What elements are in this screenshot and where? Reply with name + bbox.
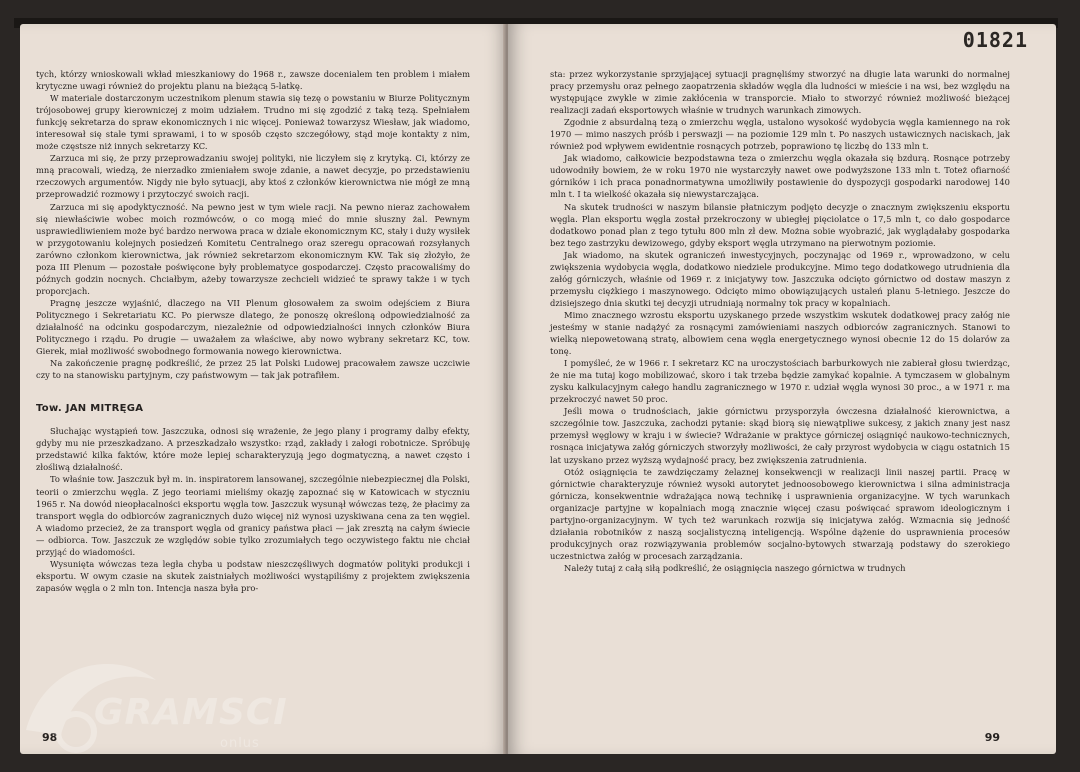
paragraph: W materiale dostarczonym uczestnikom plenum stawia się tezę o powstaniu w Biurze Politycznym trójosobowej grupy kierowniczej z moim udziałem. Trudno mi się zgodzić z taką tezą. Spełniałem funkcję sekretarza do spraw ekonomicznych i nic więcej. Ponieważ towarzysz Wiesław, jak wiadomo, interesował się stale tymi sprawami, i to w sposób często szczegółowy, stąd moje kontakty z nim, może częstsze niż innych sekretarzy KC.	[36, 93, 470, 152]
paragraph: Zgodnie z absurdalną tezą o zmierzchu węgla, ustalono wysokość wydobycia węgla kamiennego na rok 1970 — mimo naszych próśb i perswazji — na poziomie 129 mln t. Po naszych ustawicznych naciskach, jak również pod wpływem ewidentnie rosnących potrzeb, poprawiono tę liczbę do 133 mln t.	[550, 117, 1010, 152]
left-page	[20, 24, 508, 754]
paragraph: I pomyśleć, że w 1966 r. I sekretarz KC na uroczystościach barburkowych nie zabierał głosu twierdząc, że nie ma tutaj kogo mobilizować, skoro i tak trzeba będzie zamykać kopalnie. A tymczasem w globalnym zysku kalkulacyjnym całego handlu zagranicznego w 1970 r. udział węgla wynosi 30 proc., a w 1971 r. ma przekroczyć nawet 50 proc.	[550, 358, 1010, 405]
paragraph: Pragnę jeszcze wyjaśnić, dlaczego na VII Plenum głosowałem za swoim odejściem z Biura Politycznego i Sekretariatu KC. Po pierwsze dlatego, że ponoszę określoną odpowiedzialność za działalność na odcinku gospodarczym, niezależnie od odpowiedzialności innych członków Biura Politycznego i rządu. Po drugie — uważałem za właściwe, aby nowo wybrany sekretarz KC, tow. Gierek, miał możliwość swobodnego formowania nowego kierownictwa.	[36, 297, 470, 357]
paragraph: Zarzuca mi się, że przy przeprowadzaniu swojej polityki, nie liczyłem się z krytyką. Ci, którzy ze mną pracowali, wiedzą, że nierzadko zmieniałem swoje zdanie, a nawet decyzje, po przedstawieniu rzeczowych argumentów. Nigdy nie było sytuacji, aby ktoś z członków kierownictwa nie mógł ze mną przeprowadzić rozmowy i przytoczyć swoich racji.	[36, 153, 470, 200]
paragraph: Słuchając wystąpień tow. Jaszczuka, odnosi się wrażenie, że jego plany i programy dalby efekty, gdyby mu nie przeszkadzano. A przeszkadzało wszystko: rząd, zakłady i załogi robotnicze. Spróbuję przedstawić kilka faktów, które może lepiej scharakteryzują jego dogmatyczną, a nawet często i złośliwą działalność.	[36, 426, 470, 473]
speaker-heading: Tow. JAN MITRĘGA	[36, 403, 144, 415]
watermark-text: GRAMSCI	[94, 692, 288, 733]
paragraph: Mimo znacznego wzrostu eksportu uzyskanego przede wszystkim wskutek dodatkowej pracy załóg nie jesteśmy w stanie nadążyć za rosnącymi zamówieniami naszych odbiorców zagranicznych. Stanowi to wielką niepowetowaną stratę, albowiem cena węgla energetycznego wynosi obecnie 12 do 15 dolarów za tonę.	[550, 309, 1010, 357]
paragraph: Jeśli mowa o trudnościach, jakie górnictwu przysporzyła ówczesna działalność kierownictwa, a szczególnie tow. Jaszczuka, zachodzi pytanie: skąd biorą się niewątpliwe sukcesy, z jakich znany jest nasz przemysł węglowy w kraju i w świecie? Wdrażanie w praktyce górniczej osiągnięć naukowo-technicznych, rosnąca inicjatywa załóg górniczych stworzyły możliwości, że cały przyrost wydobycia w ciągu ostatnich 15 lat uzyskano przez wyższą wydajność pracy, bez zwiększenia zatrudnienia.	[550, 406, 1010, 465]
paragraph: sta: przez wykorzystanie sprzyjającej sytuacji pragnęliśmy stworzyć na długie lata warunki do normalnej pracy przemysłu oraz pełnego zaopatrzenia składów węgla dla ludności w mieście i na wsi, bez względu na występujące zwykle w zimie zakłócenia w transporcie. Miało to stworzyć również możliwość bieżącej realizacji zadań eksportowych właśnie w trudnych warunkach zimowych.	[550, 69, 1010, 116]
page-number-left: 98	[42, 731, 58, 744]
paragraph: Należy tutaj z całą siłą podkreślić, że osiągnięcia naszego górnictwa w trudnych	[564, 562, 906, 573]
paragraph: Jak wiadomo, całkowicie bezpodstawna teza o zmierzchu węgla okazała się bzdurą. Rosnące potrzeby udowodniły bowiem, że w roku 1970 nie wystarczyły nawet owe podwyższone 133 mln t. Toteż ofiarność górników i ich praca ponadnormatywna umożliwiły postawienie do dyspozycji gospodarki narodowej 140 mln t. I ta wielkość okazała się niewystarczająca.	[550, 153, 1010, 200]
paragraph: Zarzuca mi się apodyktyczność. Na pewno jest w tym wiele racji. Na pewno nieraz zachowałem się niewłaściwie wobec moich rozmówców, o co mogą mieć do mnie słuszny żal. Pewnym usprawiedliwieniem może być bardzo nerwowa praca w dziale ekonomicznym KC, stały i duży wysiłek w przygotowaniu kolejnych posiedzeń Komitetu Centralnego oraz szeregu opracowań rozsyłanych zarówno członkom kierownictwa, jak również sekretarzom ekonomicznym KW. Tak się złożyło, że poza III Plenum — pozostałe poświęcone były problematyce gospodarczej. Często pracowaliśmy do późnych godzin nocnych. Chciałbym, ażeby towarzysze zechcieli widzieć te sprawy także i w tych proporcjach.	[36, 201, 470, 296]
right-page-text	[550, 68, 1010, 574]
page-number-right: 99	[984, 731, 1000, 744]
paragraph: Jak wiadomo, na skutek ograniczeń inwestycyjnych, poczynając od 1969 r., wprowadzono, w celu zwiększenia wydobycia węgla, dodatkowo niedziele produkcyjne. Mimo tego dodatkowego utrudnienia dla załóg górniczych, właśnie od 1969 r. z inicjatywy tow. Jaszczuka odcięto górnictwo od dostaw maszyn z przemysłu ciężkiego i maszynowego. Odcięto mimo obowiązujących ustaleń planu 5-letniego. Jeszcze do dzisiejszego dnia skutki tej decyzji utrudniają normalny tok pracy w kopalniach.	[550, 249, 1010, 308]
paragraph: Na zakończenie pragnę podkreślić, że przez 25 lat Polski Ludowej pracowałem zawsze uczciwie czy to na stanowisku partyjnym, czy państwowym — tak jak potrafiłem.	[36, 358, 470, 381]
paragraph: Wysunięta wówczas teza legła chyba u podstaw nieszczęśliwych dogmatów polityki produkcji i eksportu. W owym czasie na skutek zaistniałych możliwości wystąpiliśmy z projektem zwiększenia zapasów węgla o 2 mln ton. Intencja nasza była pro-	[36, 558, 470, 593]
paragraph: Na skutek trudności w naszym bilansie płatniczym podjęto decyzje o znacznym zwiększeniu eksportu węgla. Plan eksportu węgla został przekroczony w ubiegłej pięciolatce o 17,5 mln t, co dało gospodarce dodatkowo ponad plan z tego tytułu 800 mln zł dew. Można sobie wyobrazić, jak wyglądałaby gospodarka bez tego zastrzyku dewizowego, gdyby eksport węgla utrzymano na pierwotnym poziomie.	[550, 201, 1010, 248]
paragraph: To właśnie tow. Jaszczuk był m. in. inspiratorem lansowanej, szczególnie niebezpiecznej dla Polski, teorii o zmierzchu węgla. Z jego teoriami mieliśmy okazję zapoznać się w Katowicach w styczniu 1965 r. Na dowód nieopłacalności eksportu węgla tow. Jaszczuk wysunął wówczas tezę, że płacimy za transport węgla do odbiorców zagranicznych dużo więcej niż wynosi uzyskiwana cena za ten węgiel. A wiadomo przecież, że za transport węgla od granicy państwa płaci — jak zresztą na całym świecie — odbiorca. Tow. Jaszczuk ze względów sobie tylko zrozumiałych tego oczywistego faktu nie chciał przyjąć do wiadomości.	[36, 474, 470, 557]
paragraph: tych, którzy wnioskowali wkład mieszkaniowy do 1968 r., zawsze docenialem ten problem i miałem krytyczne uwagi również do projektu planu na bieżącą 5-latkę.	[36, 69, 470, 92]
watermark-subtext: onlus	[220, 736, 260, 751]
left-page-text	[36, 68, 470, 594]
right-page	[508, 24, 1056, 754]
archive-stamp-number: 01821	[962, 28, 1028, 52]
paragraph: Otóż osiągnięcia te zawdzięczamy żelaznej konsekwencji w realizacji linii naszej partii. Pracę w górnictwie charakteryzuje również wysoki autorytet jednoosobowego kierownictwa i silna administracja górnicza, konsekwentnie wdrażająca nową technikę i usprawnienia organizacyjne. W tych warunkach organizacje partyjne w kopalniach mogą znacznie więcej czasu poświęcać sprawom ideologicznym i partyjno-organizacyjnym. W tych też warunkach rozwija się inicjatywa załóg. Wzmacnia się jedność działania robotników z naszą socjalistyczną inteligencją. Wspólne dążenie do usprawnienia procesów produkcyjnych oraz rozwiązywania problemów socjalno-bytowych stwarzają podstawy do szerokiego uczestnictwa załóg w procesach zarządzania.	[550, 466, 1010, 561]
